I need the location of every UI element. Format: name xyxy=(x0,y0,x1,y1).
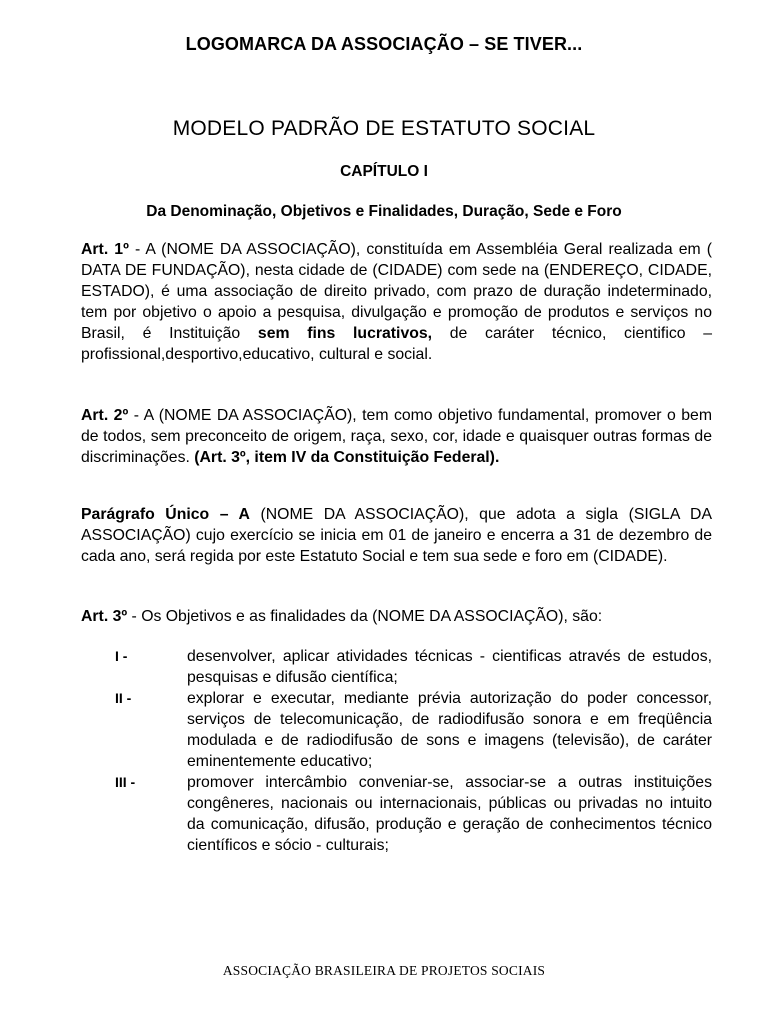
article-2-paragraph xyxy=(81,405,712,468)
list-item-text: desenvolver, aplicar atividades técnicas - cientificas através de estudos, pesquisas e difusão científica; xyxy=(187,648,712,686)
article-1-label: Art. 1º xyxy=(81,241,129,258)
article-3-label: Art. 3º xyxy=(81,608,128,625)
paragrafo-unico-text: (NOME DA ASSOCIAÇÃO), que adota a sigla (SIGLA DA ASSOCIAÇÃO) cujo exercício se inicia em 01 de janeiro e encerra a 31 de dezembro de cada ano, será regida por este Estatuto Social e tem sua sede e foro em (CIDADE). xyxy=(81,506,712,565)
paragrafo-unico-label: Parágrafo Único – A xyxy=(81,506,250,523)
article-2-text: - A (NOME DA ASSOCIAÇÃO), tem como objetivo fundamental, promover o bem de todos, sem preconceito de origem, raça, sexo, cor, idade e quaisquer outras formas de discriminações. xyxy=(81,407,712,466)
page-title: MODELO PADRÃO DE ESTATUTO SOCIAL xyxy=(172,117,596,140)
footer-text: ASSOCIAÇÃO BRASILEIRA DE PROJETOS SOCIAIS xyxy=(222,963,546,978)
list-item-number: I - xyxy=(115,648,128,664)
article-1-text: - A (NOME DA ASSOCIAÇÃO), constituída em Assembléia Geral realizada em ( DATA DE FUNDAÇÃO), nesta cidade de (CIDADE) com sede na (ENDEREÇO, CIDADE, ESTADO), é uma associação de direito privado, com prazo de duração indeterminado, tem por objetivo o apoio a pesquisa, divulgação e promoção de produtos e serviços no Brasil, é Instituição xyxy=(81,241,713,342)
article-3-paragraph xyxy=(81,606,712,627)
chapter-subtitle: Da Denominação, Objetivos e Finalidades, Duração, Sede e Foro xyxy=(146,203,622,220)
article-2-label: Art. 2º xyxy=(81,407,129,424)
list-item-text: explorar e executar, mediante prévia autorização do poder concessor, serviços de telecomunicação, de radiodifusão sonora e em freqüência modulada e de radiodifusão de sons e imagens (televisão), de caráter eminentemente educativo; xyxy=(187,690,712,770)
article-3-text: - Os Objetivos e as finalidades da (NOME DA ASSOCIAÇÃO), são: xyxy=(127,608,603,625)
list-item-number: II - xyxy=(115,690,132,706)
list-item-text: promover intercâmbio conveniar-se, associar-se a outras instituições congêneres, nacionais ou internacionais, públicas ou privadas no intuito da comunicação, difusão, produção e geração de conhecimentos técnico científicos e sócio - culturais; xyxy=(187,774,712,854)
article-1-text-end: de caráter técnico, cientifico – profissional,desportivo,educativo, cultural e social. xyxy=(81,325,713,363)
chapter-heading: CAPÍTULO I xyxy=(340,163,428,180)
article-1-paragraph xyxy=(81,239,712,365)
article-2-bold-citation: (Art. 3º, item IV da Constituição Federal). xyxy=(194,449,500,466)
list-item-number: III - xyxy=(115,774,136,790)
article-1-bold-text: sem fins lucrativos, xyxy=(257,325,433,342)
paragrafo-unico xyxy=(81,504,712,567)
logo-placeholder-line: LOGOMARCA DA ASSOCIAÇÃO – SE TIVER... xyxy=(185,34,583,54)
